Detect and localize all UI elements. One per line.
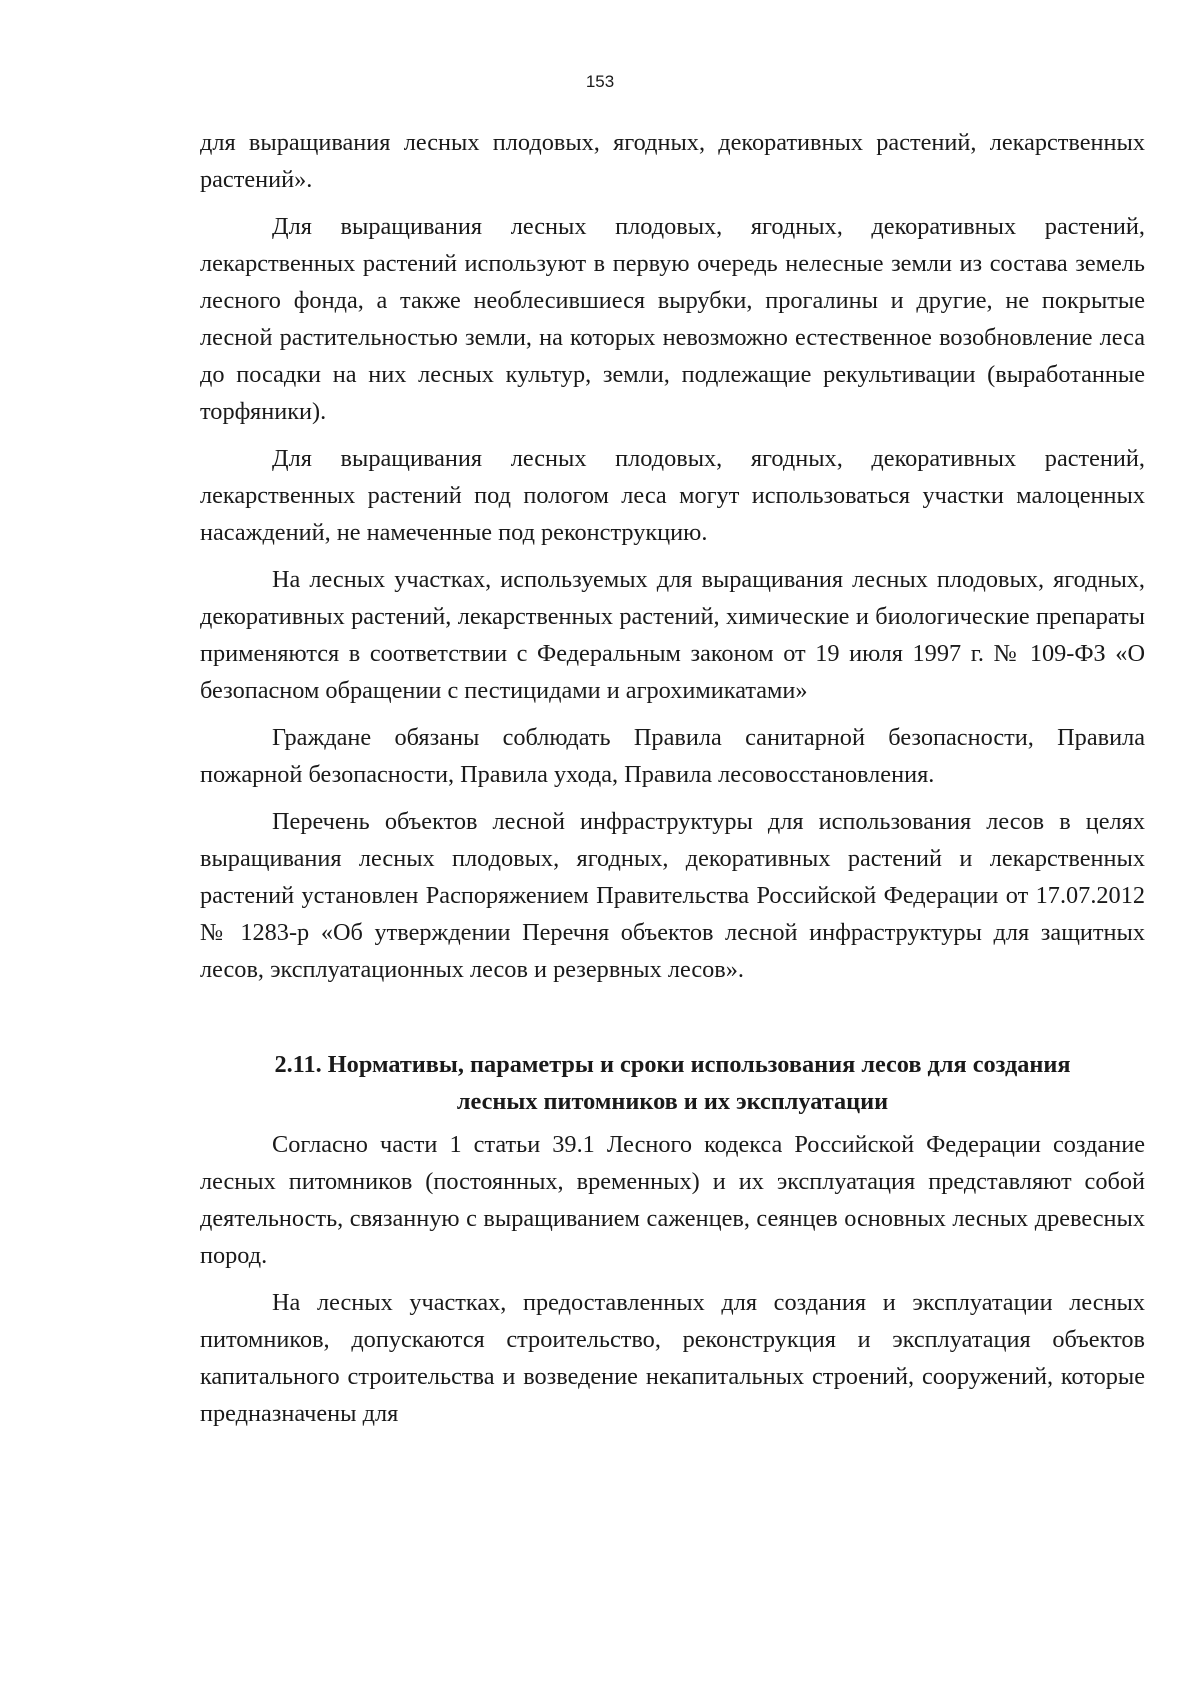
paragraph: На лесных участках, используемых для выращивания лесных плодовых, ягодных, декоративных растений, лекарственных растений, химические и биологические препараты применяются в соответствии с Федеральным законом от 19 июля 1997 г. № 109-ФЗ «О безопасном обращении с пестицидами и агрохимикатами» [200, 566, 1145, 704]
section-heading-line: 2.11. Нормативы, параметры и сроки использования лесов для создания [274, 1051, 1071, 1078]
section-heading [200, 1046, 1145, 1120]
paragraph: Для выращивания лесных плодовых, ягодных, декоративных растений, лекарственных растений под пологом леса могут использоваться участки малоценных насаждений, не намеченные под реконструкцию. [200, 445, 1145, 546]
paragraph: Согласно части 1 статьи 39.1 Лесного кодекса Российской Федерации создание лесных питомников (постоянных, временных) и их эксплуатация представляют собой деятельность, связанную с выращиванием саженцев, сеянцев основных лесных древесных пород. [200, 1131, 1145, 1269]
paragraph: Для выращивания лесных плодовых, ягодных, декоративных растений, лекарственных растений используют в первую очередь нелесные земли из состава земель лесного фонда, а также необлесившиеся вырубки, прогалины и другие, не покрытые лесной растительностью земли, на которых невозможно естественное возобновление леса до посадки на них лесных культур, земли, подлежащие рекультивации (выработанные торфяники). [200, 213, 1145, 425]
paragraph: для выращивания лесных плодовых, ягодных, декоративных растений, лекарственных растений». [200, 129, 1145, 193]
paragraph: Граждане обязаны соблюдать Правила санитарной безопасности, Правила пожарной безопасности, Правила ухода, Правила лесовосстановления. [200, 724, 1145, 788]
page-number: 153 [585, 72, 615, 91]
paragraph: Перечень объектов лесной инфраструктуры для использования лесов в целях выращивания лесных плодовых, ягодных, декоративных растений и лекарственных растений установлен Распоряжением Правительства Российской Федерации от 17.07.2012 № 1283-р «Об утверждении Перечня объектов лесной инфраструктуры для защитных лесов, эксплуатационных лесов и резервных лесов». [200, 808, 1145, 983]
section-heading-line: лесных питомников и их эксплуатации [456, 1088, 889, 1115]
paragraph: На лесных участках, предоставленных для создания и эксплуатации лесных питомников, допускаются строительство, реконструкция и эксплуатация объектов капитального строительства и возведение некапитальных строений, сооружений, которые предназначены для [200, 1289, 1145, 1427]
document-body [200, 124, 1145, 1442]
